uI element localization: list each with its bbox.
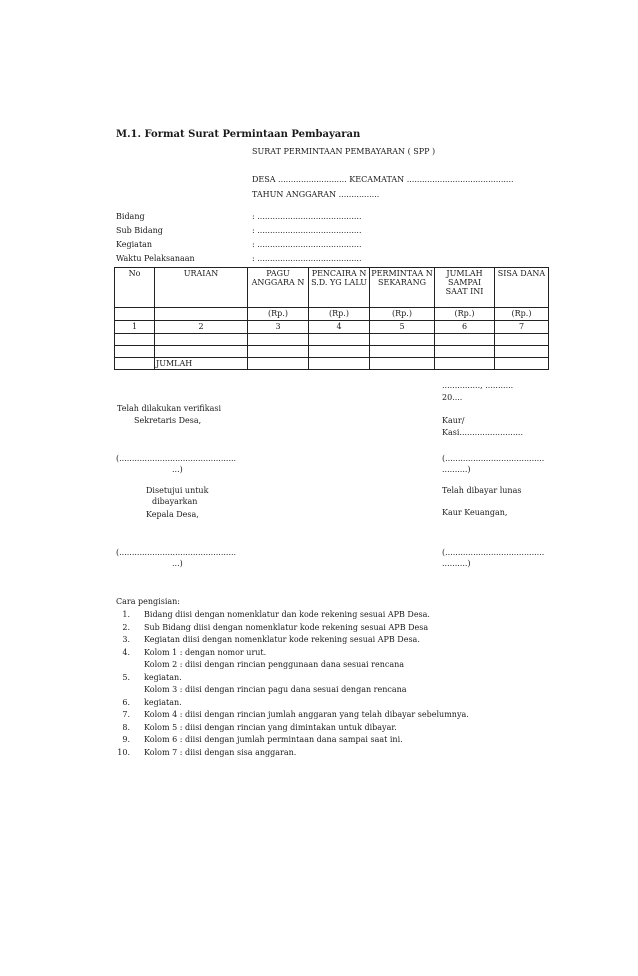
signature-name-right-end: ..........) xyxy=(442,465,471,474)
unit-row xyxy=(115,308,549,321)
unit-cell: (Rp.) xyxy=(435,308,495,321)
table-total-row xyxy=(115,358,549,370)
field-label-sub-bidang: Sub Bidang xyxy=(116,226,163,235)
field-value-bidang: : ......................................... xyxy=(252,212,362,221)
unit-cell: (Rp.) xyxy=(309,308,370,321)
column-number-row xyxy=(115,321,549,334)
list-item: 9. Kolom 6 : diisi dengan jumlah permintaan dana sampai saat ini. xyxy=(122,735,403,744)
col-number: 3 xyxy=(248,321,309,334)
list-item: 6. kegiatan. xyxy=(122,697,182,707)
signature-name-left-2-end: ...) xyxy=(172,559,183,568)
field-label-bidang: Bidang xyxy=(116,212,145,221)
signature-name-left-2: (.............................................. xyxy=(116,548,237,557)
unit-cell: (Rp.) xyxy=(248,308,309,321)
kasi-title: Kasi......................... xyxy=(442,428,523,437)
approved-text: Disetujui untuk xyxy=(146,486,209,495)
header-uraian: URAIAN xyxy=(155,268,248,308)
kaur-keuangan-title: Kaur Keuangan, xyxy=(442,508,508,517)
kepala-title: Kepala Desa, xyxy=(146,510,199,519)
desa-kecamatan-line: DESA ........................... KECAMATAN .......................................... xyxy=(252,175,514,184)
header-pagu: PAGU ANGGARA N xyxy=(248,268,309,308)
list-item: 2. Sub Bidang diisi dengan nomenklatur kode rekening sesuai APB Desa xyxy=(122,622,429,632)
header-permintaan: PERMINTAA N SEKARANG xyxy=(370,268,435,308)
field-value-waktu: : ......................................... xyxy=(252,254,362,263)
spp-table xyxy=(114,267,549,370)
place-date: ..............., ........... xyxy=(442,381,514,390)
year: 20.... xyxy=(442,393,463,402)
unit-cell: (Rp.) xyxy=(495,308,549,321)
header-jumlah: JUMLAH SAMPAI SAAT INI xyxy=(435,268,495,308)
list-item: 10. Kolom 7 : diisi dengan sisa anggaran. xyxy=(117,747,297,757)
list-item: 5. kegiatan. xyxy=(122,672,182,682)
document-heading: M.1. Format Surat Permintaan Pembayaran xyxy=(116,129,361,140)
sekretaris-title: Sekretaris Desa, xyxy=(134,416,202,425)
field-label-waktu: Waktu Pelaksanaan xyxy=(116,254,195,263)
header-no: No xyxy=(115,268,155,308)
field-value-kegiatan: : ......................................... xyxy=(252,240,362,249)
header-pencairan: PENCAIRA N S.D. YG LALU xyxy=(309,268,370,308)
signature-name-right: (....................................... xyxy=(442,454,545,463)
col-number: 2 xyxy=(155,321,248,334)
list-item: Kolom 3 : diisi dengan rincian pagu dana sesuai dengan rencana xyxy=(144,685,407,694)
total-label: JUMLAH xyxy=(155,358,248,370)
signature-name-right-2-end: ..........) xyxy=(442,559,471,568)
field-label-kegiatan: Kegiatan xyxy=(116,240,153,249)
table-row xyxy=(115,346,549,358)
table-row xyxy=(115,334,549,346)
list-item: 4. Kolom 1 : dengan nomor urut. xyxy=(122,647,267,657)
col-number: 7 xyxy=(495,321,549,334)
document-title: SURAT PERMINTAAN PEMBAYARAN ( SPP ) xyxy=(252,147,436,156)
signature-name-left: (.............................................. xyxy=(116,454,237,463)
col-number: 1 xyxy=(115,321,155,334)
verified-text: Telah dilakukan verifikasi xyxy=(117,404,222,413)
instructions-title: Cara pengisian: xyxy=(116,597,180,606)
paid-text: Telah dibayar lunas xyxy=(442,486,522,495)
kaur-title: Kaur/ xyxy=(442,416,465,425)
tahun-anggaran-line: TAHUN ANGGARAN ................ xyxy=(252,190,380,199)
header-sisa: SISA DANA xyxy=(495,268,549,308)
list-item: 3. Kegiatan diisi dengan nomenklatur kode rekening sesuai APB Desa. xyxy=(122,635,420,644)
table-header-row xyxy=(115,268,549,308)
list-item: 8. Kolom 5 : diisi dengan rincian yang dimintakan untuk dibayar. xyxy=(122,722,397,732)
col-number: 6 xyxy=(435,321,495,334)
col-number: 4 xyxy=(309,321,370,334)
unit-cell: (Rp.) xyxy=(370,308,435,321)
instructions-list xyxy=(110,610,469,760)
signature-name-left-end: ...) xyxy=(172,465,183,474)
col-number: 5 xyxy=(370,321,435,334)
approved-text-2: dibayarkan xyxy=(152,497,198,506)
list-item: 7. Kolom 4 : diisi dengan rincian jumlah anggaran yang telah dibayar sebelumnya. xyxy=(122,710,469,719)
signature-name-right-2: (....................................... xyxy=(442,548,545,557)
field-value-sub-bidang: : ......................................... xyxy=(252,226,362,235)
list-item: Kolom 2 : diisi dengan rincian penggunaan dana sesuai rencana xyxy=(144,660,405,669)
list-item: 1. Bidang diisi dengan nomenklatur dan kode rekening sesuai APB Desa. xyxy=(122,610,430,619)
